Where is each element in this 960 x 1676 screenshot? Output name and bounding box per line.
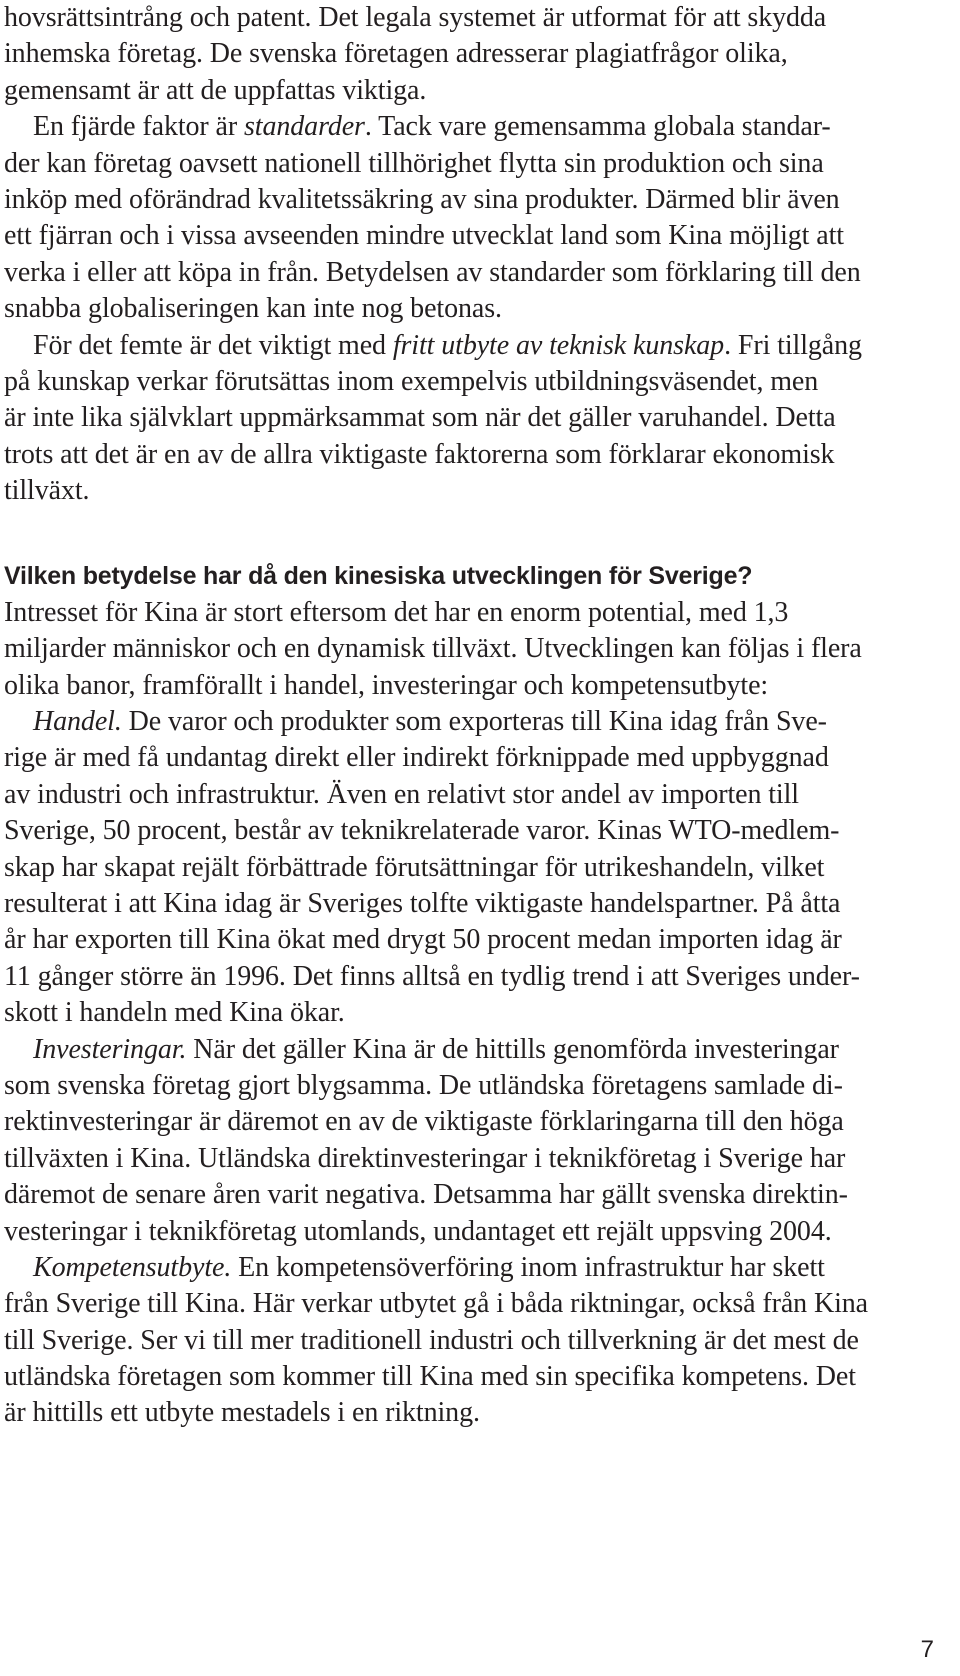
- text-run: När det gäller Kina är de hittills genomförda investeringar: [186, 1033, 839, 1065]
- text-run: De varor och produkter som exporteras till Kina idag från Sve-: [121, 706, 827, 738]
- text-line: vesteringar i teknikföretag utomlands, undantaget ett rejält uppsving 2004.: [4, 1215, 832, 1247]
- emphasis: Kompetensutbyte.: [33, 1251, 232, 1283]
- text-line: från Sverige till Kina. Här verkar utbytet gå i båda riktningar, också från Kina: [4, 1288, 869, 1320]
- text-run: En kompetensöverföring inom infrastruktur har skett: [231, 1251, 825, 1283]
- text-run: . Tack vare gemensamma globala standar-: [364, 111, 831, 143]
- section-gap: [4, 509, 940, 558]
- text-line: tillväxten i Kina. Utländska direktinvesteringar i teknikföretag i Sverige har: [4, 1142, 846, 1174]
- section-heading: Vilken betydelse har då den kinesiska utvecklingen för Sverige?: [4, 562, 753, 591]
- emphasis: Investeringar.: [33, 1033, 187, 1065]
- text-line: verka i eller att köpa in från. Betydelsen av standarder som förklaring till den: [4, 256, 861, 288]
- text-line: är inte lika självklart uppmärksammat som när det gäller varuhandel. Detta: [4, 402, 836, 434]
- text-line: ett fjärran och i vissa avseenden mindre utvecklat land som Kina möjligt att: [4, 220, 844, 252]
- text-run: För det femte är det viktigt med: [33, 329, 393, 361]
- text-line: till Sverige. Ser vi till mer traditionell industri och tillverkning är det mest de: [4, 1324, 859, 1356]
- text-line: skott i handeln med Kina ökar.: [4, 997, 345, 1029]
- emphasis: standarder: [244, 111, 365, 143]
- body-text: [4, 0, 940, 1432]
- text-line: [4, 1032, 940, 1068]
- text-line: [4, 328, 940, 364]
- paragraph: [4, 595, 940, 704]
- emphasis: fritt utbyte av teknisk kunskap: [392, 329, 725, 361]
- text-line: skap har skapat rejält förbättrade förutsättningar för utrikeshandeln, vilket: [4, 851, 825, 883]
- text-line: inköp med oförändrad kvalitetssäkring av sina produkter. Därmed blir även: [4, 183, 840, 215]
- text-line: på kunskap verkar förutsättas inom exempelvis utbildningsväsendet, men: [4, 365, 819, 397]
- paragraph: [4, 704, 940, 1032]
- text-line: däremot de senare åren varit negativa. Detsamma har gällt svenska direktin-: [4, 1179, 848, 1211]
- text-line: är hittills ett utbyte mestadels i en riktning.: [4, 1397, 480, 1429]
- text-line: hovsrättsintrång och patent. Det legala systemet är utformat för att skydda: [4, 2, 827, 33]
- text-line: olika banor, framförallt i handel, investeringar och kompetensutbyte:: [4, 669, 769, 701]
- text-run: . Fri tillgång: [724, 329, 862, 361]
- emphasis: Handel.: [33, 706, 122, 738]
- text-line: som svenska företag gjort blygsamma. De utländska företagens samlade di-: [4, 1069, 843, 1101]
- text-line: utländska företagen som kommer till Kina med sin specifika kompetens. Det: [4, 1361, 856, 1393]
- text-line: [4, 109, 940, 145]
- page-number: 7: [920, 1636, 934, 1663]
- text-line: rektinvesteringar är däremot en av de viktigaste förklaringarna till den höga: [4, 1106, 844, 1138]
- paragraph: [4, 109, 940, 327]
- text-line: av industri och infrastruktur. Även en relativt stor andel av importen till: [4, 778, 799, 810]
- text-line: rige är med få undantag direkt eller indirekt förknippade med uppbyggnad: [4, 742, 829, 774]
- text-line: inhemska företag. De svenska företagen adresserar plagiatfrågor olika,: [4, 38, 788, 70]
- text-run: En fjärde faktor är: [33, 111, 244, 143]
- text-line: trots att det är en av de allra viktigaste faktorerna som förklarar ekonomisk: [4, 438, 835, 470]
- text-line: der kan företag oavsett nationell tillhörighet flytta sin produktion och sina: [4, 147, 824, 179]
- text-line: Intresset för Kina är stort eftersom det har en enorm potential, med 1,3: [4, 596, 789, 628]
- text-line: gemensamt är att de uppfattas viktiga.: [4, 74, 427, 106]
- text-line: Sverige, 50 procent, består av teknikrelaterade varor. Kinas WTO-medlem-: [4, 815, 840, 847]
- text-line: 11 gånger större än 1996. Det finns alltså en tydlig trend i att Sveriges under-: [4, 960, 860, 992]
- text-line: resulterat i att Kina idag är Sveriges tolfte viktigaste handelspartner. På åtta: [4, 887, 841, 919]
- paragraph: [4, 1032, 940, 1250]
- paragraph: [4, 328, 940, 510]
- text-line: år har exporten till Kina ökat med drygt 50 procent medan importen idag är: [4, 924, 842, 956]
- text-line: miljarder människor och en dynamisk tillväxt. Utvecklingen kan följas i flera: [4, 633, 862, 665]
- text-line: [4, 704, 940, 740]
- paragraph: [4, 0, 940, 109]
- paragraph: [4, 1250, 940, 1432]
- text-line: [4, 1250, 940, 1286]
- text-line: snabba globaliseringen kan inte nog betonas.: [4, 293, 502, 325]
- document-page: [4, 0, 940, 1432]
- text-line: tillväxt.: [4, 475, 90, 507]
